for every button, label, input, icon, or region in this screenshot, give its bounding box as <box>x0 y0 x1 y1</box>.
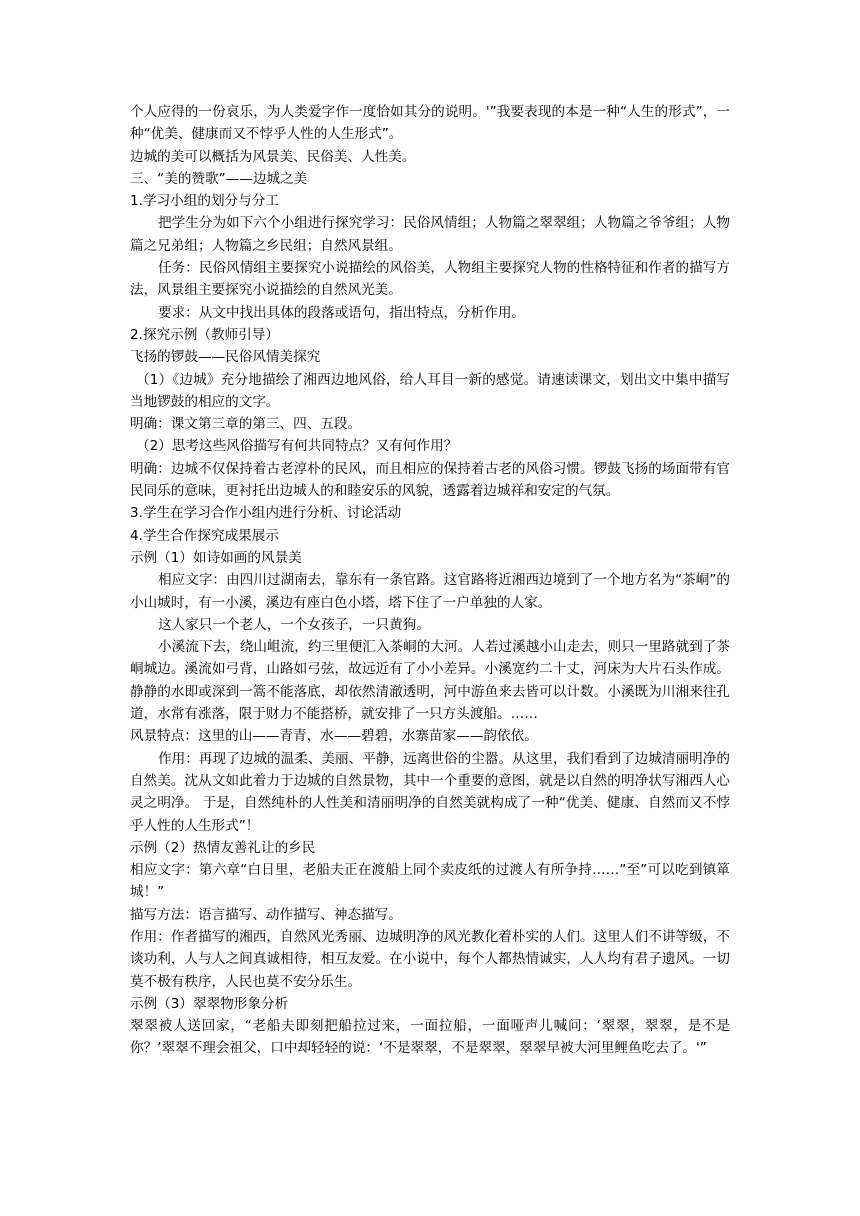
subsection-heading: 3.学生在学习合作小组内进行分析、讨论活动 <box>130 505 402 522</box>
paragraph: 要求：从文中找出具体的段落或语句，指出特点，分析作用。 <box>158 304 526 321</box>
paragraph: 作用：再现了边城的温柔、美丽、平静，远离世俗的尘嚣。从这里，我们看到了边城清丽明净的自然美。沈从文如此着力于边城的自然景物，其中一个重要的意图，就是以自然的明净状写湘西人心灵之明净。 于是，自然纯朴的人性美和清丽明净的自然美就构成了一种“优美、健康、自然而又不悖乎人性的人生形式”！ <box>130 750 730 834</box>
document-body <box>130 101 730 1060</box>
subsection-heading: 4.学生合作探究成果展示 <box>130 527 279 544</box>
question-paragraph: （2）思考这些风俗描写有何共同特点？又有何作用？ <box>136 438 458 455</box>
paragraph: 个人应得的一份哀乐，为人类爱字作一度恰如其分的说明。'”我要表现的本是一种“人生的形式”，一种“优美、健康而又不悖乎人性的人生形式”。 <box>130 104 730 143</box>
paragraph: 这人家只一个老人，一个女孩子，一只黄狗。 <box>158 616 430 633</box>
example-heading: 示例（2）热情友善礼让的乡民 <box>130 839 316 856</box>
subsection-heading: 2.探究示例（教师引导） <box>130 326 279 343</box>
paragraph: 明确：课文第三章的第三、四、五段。 <box>130 416 362 433</box>
subsection-heading: 1.学习小组的划分与分工 <box>130 193 279 210</box>
paragraph: 明确：边城不仅保持着古老淳朴的民风，而且相应的保持着古老的风俗习惯。锣鼓飞扬的场面带有官民同乐的意味，更衬托出边城人的和睦安乐的风貌，透露着边城祥和安定的气氛。 <box>130 460 730 500</box>
paragraph: 描写方法：语言描写、动作描写、神态描写。 <box>130 906 402 923</box>
paragraph: 小溪流下去，绕山岨流，约三里便汇入茶峒的大河。人若过溪越小山走去，则只一里路就到了茶峒城边。溪流如弓背，山路如弓弦，故远近有了小小差异。小溪宽约二十丈，河床为大片石头作成。静静的水即或深到一篙不能落底，却依然清澈透明，河中游鱼来去皆可以计数。小溪既为川湘来往孔道，水常有涨落，限于财力不能搭桥，就安排了一只方头渡船。…… <box>130 639 730 723</box>
paragraph: 相应文字：第六章“白日里，老船夫正在渡船上同个卖皮纸的过渡人有所争持……”至”可以吃到镇箪城！” <box>130 862 730 901</box>
question-paragraph: （1）《边城》充分地描绘了湘西边地风俗，给人耳目一新的感觉。请速读课文，划出文中集中描写当地锣鼓的相应的文字。 <box>130 371 730 410</box>
paragraph: 风景特点：这里的山——青青，水——碧碧，水寨苗家——韵依依。 <box>130 728 538 745</box>
paragraph: 任务：民俗风情组主要探究小说描绘的风俗美，人物组主要探究人物的性格特征和作者的描写方法，风景组主要探究小说描绘的自然风光美。 <box>130 260 730 299</box>
paragraph: 边城的美可以概括为风景美、民俗美、人性美。 <box>130 148 416 165</box>
section-heading: 三、“美的赞歌”——边城之美 <box>130 170 308 187</box>
paragraph: 把学生分为如下六个小组进行探究学习：民俗风情组；人物篇之翠翠组；人物篇之爷爷组；人物篇之兄弟组；人物篇之乡民组；自然风景组。 <box>130 215 730 254</box>
paragraph: 相应文字：由四川过湖南去，靠东有一条官路。这官路将近湘西边境到了一个地方名为“茶峒”的小山城时，有一小溪，溪边有座白色小塔，塔下住了一户单独的人家。 <box>130 572 730 611</box>
paragraph: 作用：作者描写的湘西，自然风光秀丽、边城明净的风光教化着朴实的人们。这里人们不讲等级，不谈功利，人与人之间真诚相待，相互友爱。在小说中，每个人都热情诚实，人人均有君子遗风。一切莫不极有秩序，人民也莫不安分乐生。 <box>130 928 730 990</box>
example-heading: 示例（1）如诗如画的风景美 <box>130 549 302 566</box>
paragraph: 飞扬的锣鼓——民俗风情美探究 <box>130 349 321 366</box>
example-heading: 示例（3）翠翠物形象分析 <box>130 995 289 1012</box>
paragraph: 翠翠被人送回家，“老船夫即刻把船拉过来，一面拉船，一面哑声儿喊问：‘翠翠，翠翠，是不是你？’翠翠不理会祖父，口中却轻轻的说：‘不是翠翠，不是翠翠，翠翠早被大河里鲤鱼吃去了。'” <box>130 1018 730 1057</box>
